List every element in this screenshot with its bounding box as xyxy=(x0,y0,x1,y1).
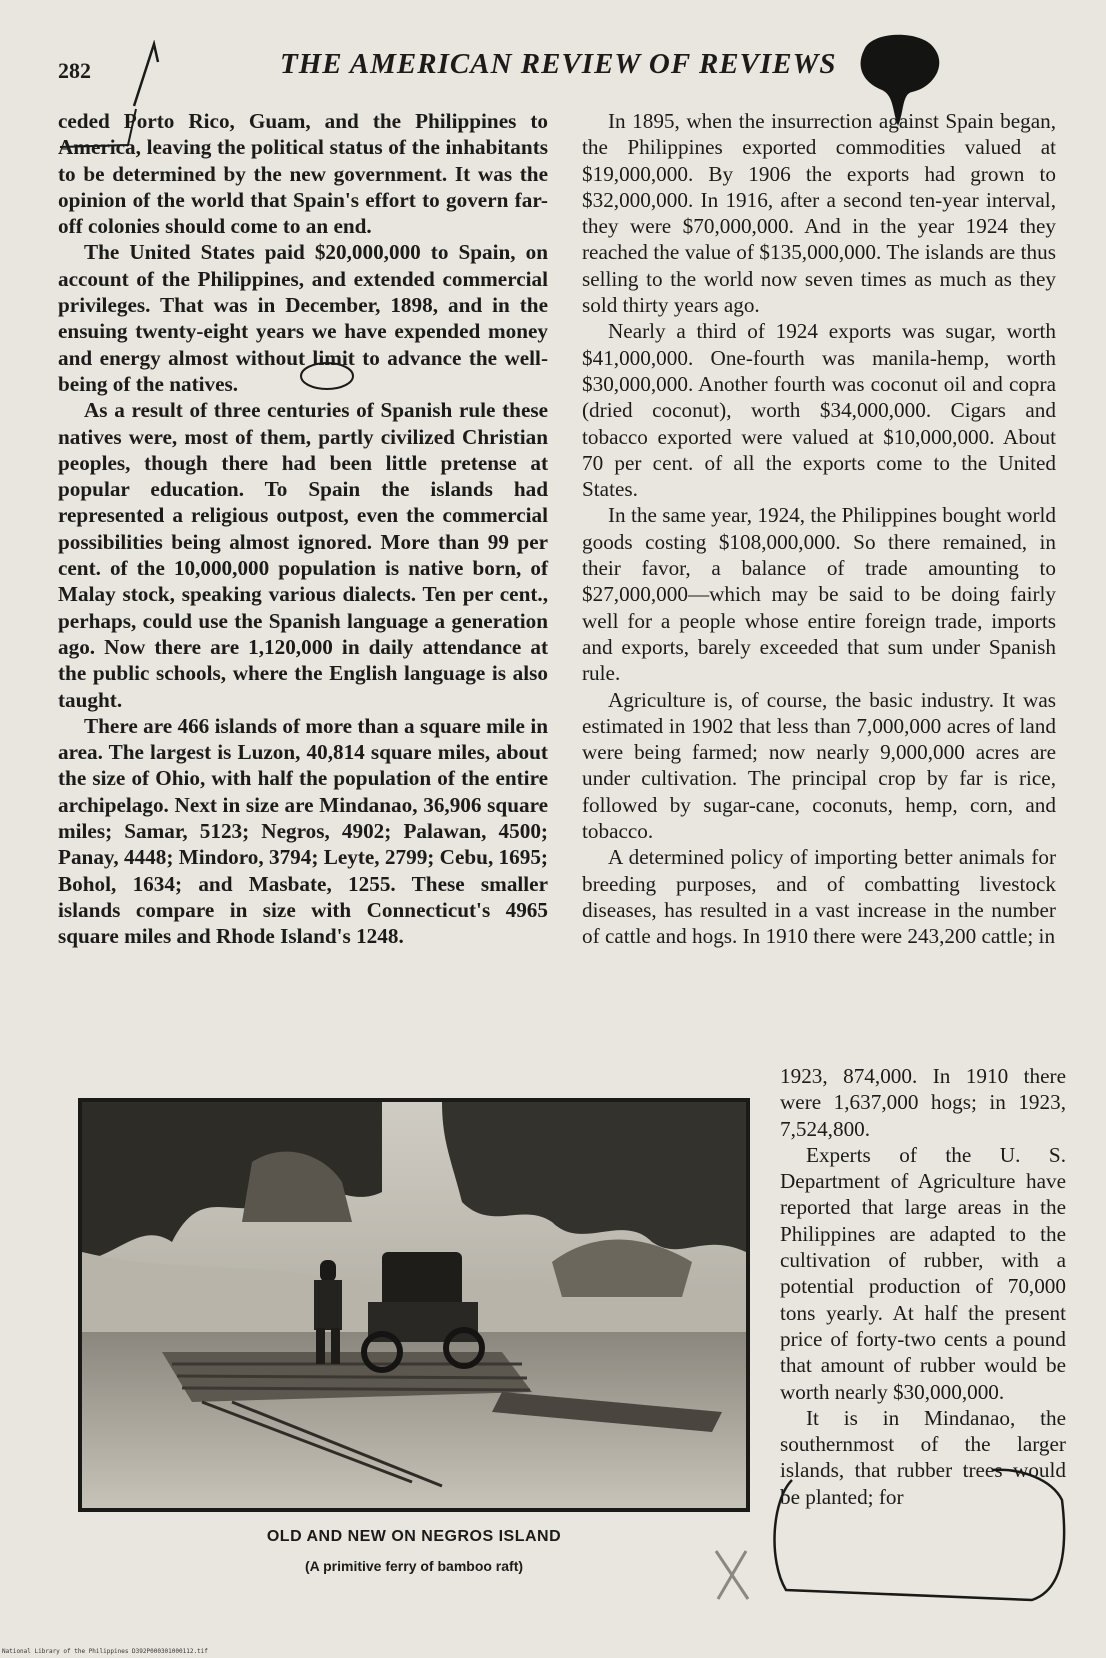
paragraph-exports-1924: Nearly a third of 1924 exports was sugar, worth $41,000,000. One-fourth was manila-hemp, worth $30,000,000. Another fourth was coconut oil and copra (dried coconut), worth $34,000,000. Cigars and tobacco exported were valued at $10,000,000. About 70 per cent. of all the exports come to the United States. xyxy=(582,319,1056,502)
figure-caption-subtitle: (A primitive ferry of bamboo raft) xyxy=(304,1558,524,1574)
paragraph-balance-of-trade: In the same year, 1924, the Philippines bought world goods costing $108,000,000. So there remained, in their favor, a balance of trade amounting to $27,000,000—which may be said to be doing fairly well for a people whose entire foreign trade, imports and exports, barely exceeded that sum under Spanish rule. xyxy=(582,503,1056,686)
paragraph-rubber: Experts of the U. S. Department of Agriculture have reported that large areas in the Philippines are adapted to the cultivation of rubber, with a potential production of 70,000 tons yearly. At half the present price of forty-two cents a pound that amount of rubber would be worth nearly $30,000,000. xyxy=(780,1142,1066,1404)
paragraph-us-paid: The United States paid $20,000,000 to Spain, on account of the Philippines, and extended commercial privileges. That was in December, 1898, and in the ensuing twenty-eight years we have expended money and energy almost without limit to advance the well-being of the natives. xyxy=(58,240,548,396)
paragraph-spanish-rule: As a result of three centuries of Spanish rule these natives were, most of them, partly civilized Christian peoples, though there had been little pretense at popular education. To Spain the islands had represented a religious outpost, even the commercial possibilities being almost ignored. More than 99 per cent. of the 10,000,000 population is native born, of Malay stock, speaking various dialects. Ten per cent., perhaps, could use the Spanish language a generation ago. Now there are 1,120,000 in daily attendance at the public schools, where the English language is also taught. xyxy=(58,398,548,712)
paragraph-islands: There are 466 islands of more than a square mile in area. The largest is Luzon, 40,814 square miles, about the size of Ohio, with half the population of the entire archipelago. Next in size are Mindanao, 36,906 square miles; Samar, 5123; Negros, 4902; Palawan, 4500; Panay, 4448; Mindoro, 3794; Leyte, 2799; Cebu, 1695; Bohol, 1634; and Masbate, 1255. These smaller islands compare in size with Connecticut's 4965 square miles and Rhode Island's 1248. xyxy=(58,713,548,949)
pen-x-mark xyxy=(710,1545,754,1605)
photo-ferry-raft xyxy=(78,1098,750,1512)
paragraph-livestock: A determined policy of importing better animals for breeding purposes, and of combatting livestock diseases, has resulted in a vast increase in the number of cattle and hogs. In 1910 there were 243,200 cattle; in xyxy=(582,845,1056,949)
paragraph-livestock-cont: 1923, 874,000. In 1910 there were 1,637,000 hogs; in 1923, 7,524,800. xyxy=(780,1064,1066,1141)
paragraph-agriculture: Agriculture is, of course, the basic industry. It was estimated in 1902 that less than 7,000,000 acres of land were being farmed; now nearly 9,000,000 acres are under cultivation. The principal crop by far is rice, followed by sugar-cane, coconuts, hemp, corn, and tobacco. xyxy=(582,687,1056,844)
pen-slash-mark xyxy=(128,40,168,110)
paragraph-exports-history: In 1895, when the insurrection against Spain began, the Philippines exported commodities valued at $19,000,000. By 1906 the exports had grown to $32,000,000. In 1916, after a second ten-year interval, they were $70,000,000. And in the year 1924 they reached the value of $135,000,000. The islands are thus selling to the world now seven times as much as they sold thirty years ago. xyxy=(582,109,1056,318)
paragraph-ceded: ceded Porto Rico, Guam, and the Philippines to America, leaving the political status of the inhabitants to be determined by the new government. It was the opinion of the world that Spain's effort to govern far-off colonies should come to an end. xyxy=(58,109,548,239)
figure-caption-title: OLD AND NEW ON NEGROS ISLAND xyxy=(266,1528,562,1545)
right-narrow-column xyxy=(780,1063,1066,1510)
running-title: THE AMERICAN REVIEW OF REVIEWS xyxy=(280,48,837,80)
left-column xyxy=(58,108,548,950)
page-number: 282 xyxy=(58,58,91,83)
scan-footer: National Library of the Philippines D392P000301000112.tif xyxy=(2,1648,208,1655)
right-column xyxy=(582,108,1056,950)
photo-illustration xyxy=(82,1102,746,1508)
paragraph-mindanao: It is in Mindanao, the southernmost of the larger islands, that rubber trees would be planted; for xyxy=(780,1405,1066,1509)
